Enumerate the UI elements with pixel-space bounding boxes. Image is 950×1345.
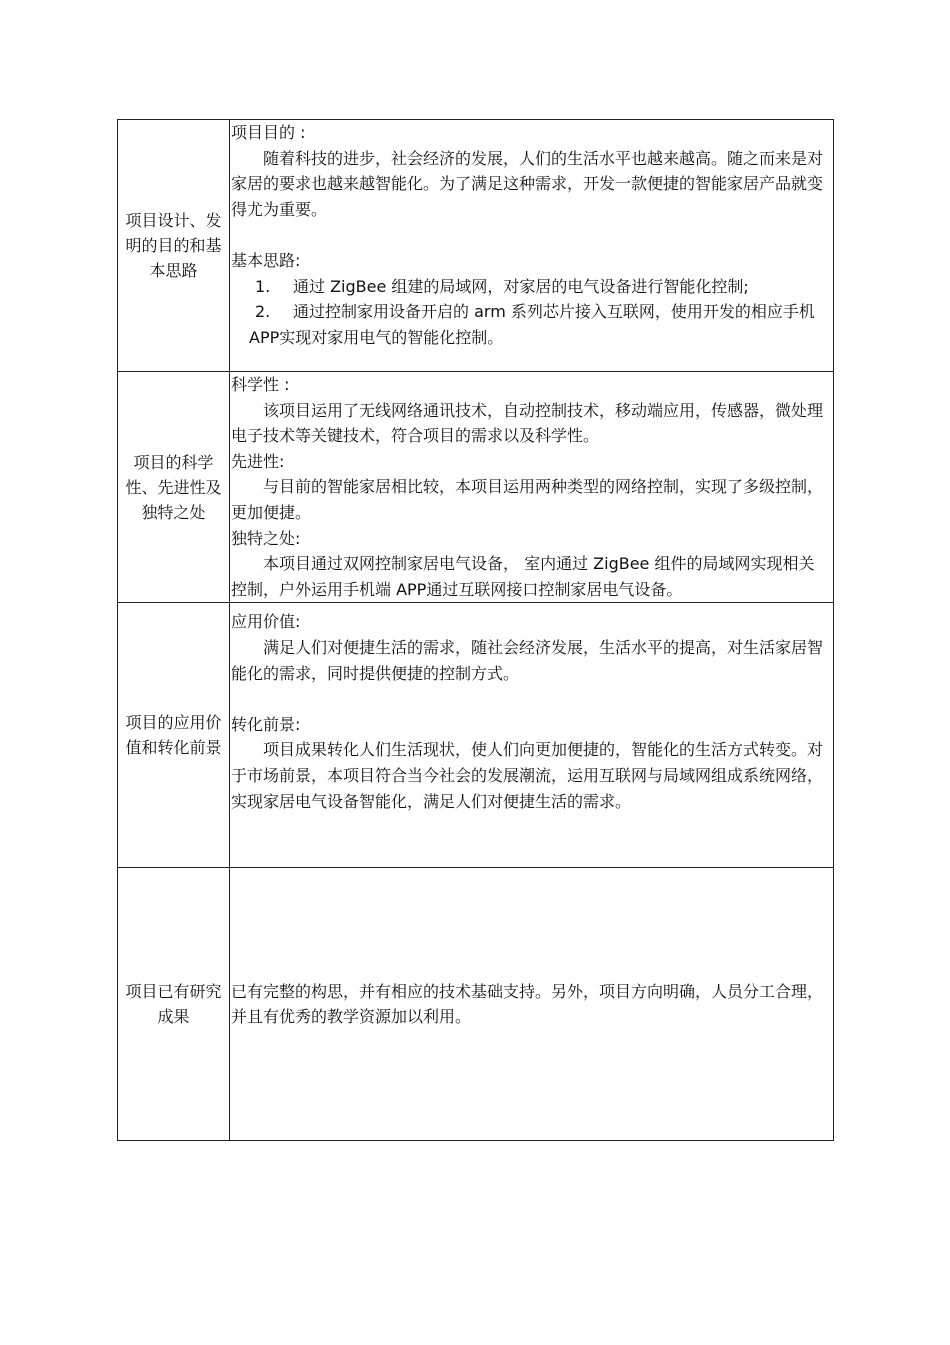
row-label-results: 项目已有研究成果 [118, 868, 230, 1141]
purpose-heading: 项目目的 : [231, 123, 306, 142]
application-heading: 应用价值: [231, 612, 301, 632]
conversion-heading: 转化前景: [231, 714, 301, 734]
purpose-text: 随着科技的进步，社会经济的发展，人们的生活水平也越来越高。随之而来是对家居的要求也越来越智能化。为了满足这种需求，开发一款便捷的智能家居产品就变得尤为重要。 [231, 148, 824, 219]
unique-text: 本项目通过双网控制家居电气设备， 室内通过 ZigBee 组件的局域网实现相关控制，户外运用手机端 APP通过互联网接口控制家居电气设备。 [231, 554, 815, 599]
application-content [230, 603, 834, 868]
idea-item [231, 274, 829, 300]
unique-heading: 独特之处: [231, 528, 301, 548]
results-text: 已有完整的构思，并有相应的技术基础支持。另外，项目方向明确，人员分工合理，并且有优秀的教学资源加以利用。 [231, 981, 824, 1027]
idea-item-number: 1. [255, 276, 271, 296]
project-form-table [117, 119, 834, 1141]
advanced-text: 与目前的智能家居相比较，本项目运用两种类型的网络控制，实现了多级控制，更加便捷。 [231, 477, 824, 522]
row-science [118, 372, 834, 603]
conversion-text: 项目成果转化人们生活现状，使人们向更加便捷的，智能化的生活方式转变。对于市场前景，本项目符合当今社会的发展潮流，运用互联网与局域网组成系统网络，实现家居电气设备智能化，满足人们对便捷生活的需求。 [231, 740, 824, 811]
advanced-heading: 先进性: [231, 451, 285, 471]
design-content [230, 120, 834, 372]
idea-item-number: 2. [255, 302, 271, 322]
spacer [231, 686, 829, 712]
science-text: 该项目运用了无线网络通讯技术，自动控制技术，移动端应用，传感器，微处理电子技术等关键技术，符合项目的需求以及科学性。 [231, 400, 824, 446]
application-text: 满足人们对便捷生活的需求，随社会经济发展，生活水平的提高，对生活家居智能化的需求，同时提供便捷的控制方式。 [231, 637, 824, 683]
row-design-purpose [118, 120, 834, 372]
row-label-design: 项目设计、发明的目的和基本思路 [118, 120, 230, 372]
idea-heading: 基本思路: [231, 250, 301, 270]
row-label-application: 项目的应用价值和转化前景 [118, 603, 230, 868]
spacer [231, 222, 829, 248]
science-heading: 科学性 : [231, 375, 290, 394]
row-results [118, 868, 834, 1141]
results-content [230, 868, 834, 1141]
row-label-science: 项目的科学性、先进性及独特之处 [118, 372, 230, 603]
idea-item-text: 通过 ZigBee 组建的局域网，对家居的电气设备进行智能化控制; [293, 276, 749, 296]
row-application [118, 603, 834, 868]
idea-item-text: 通过控制家用设备开启的 arm 系列芯片接入互联网，使用开发的相应手机 APP实现对家用电气的智能化控制。 [249, 302, 815, 347]
idea-item [231, 299, 829, 350]
science-content [230, 372, 834, 603]
